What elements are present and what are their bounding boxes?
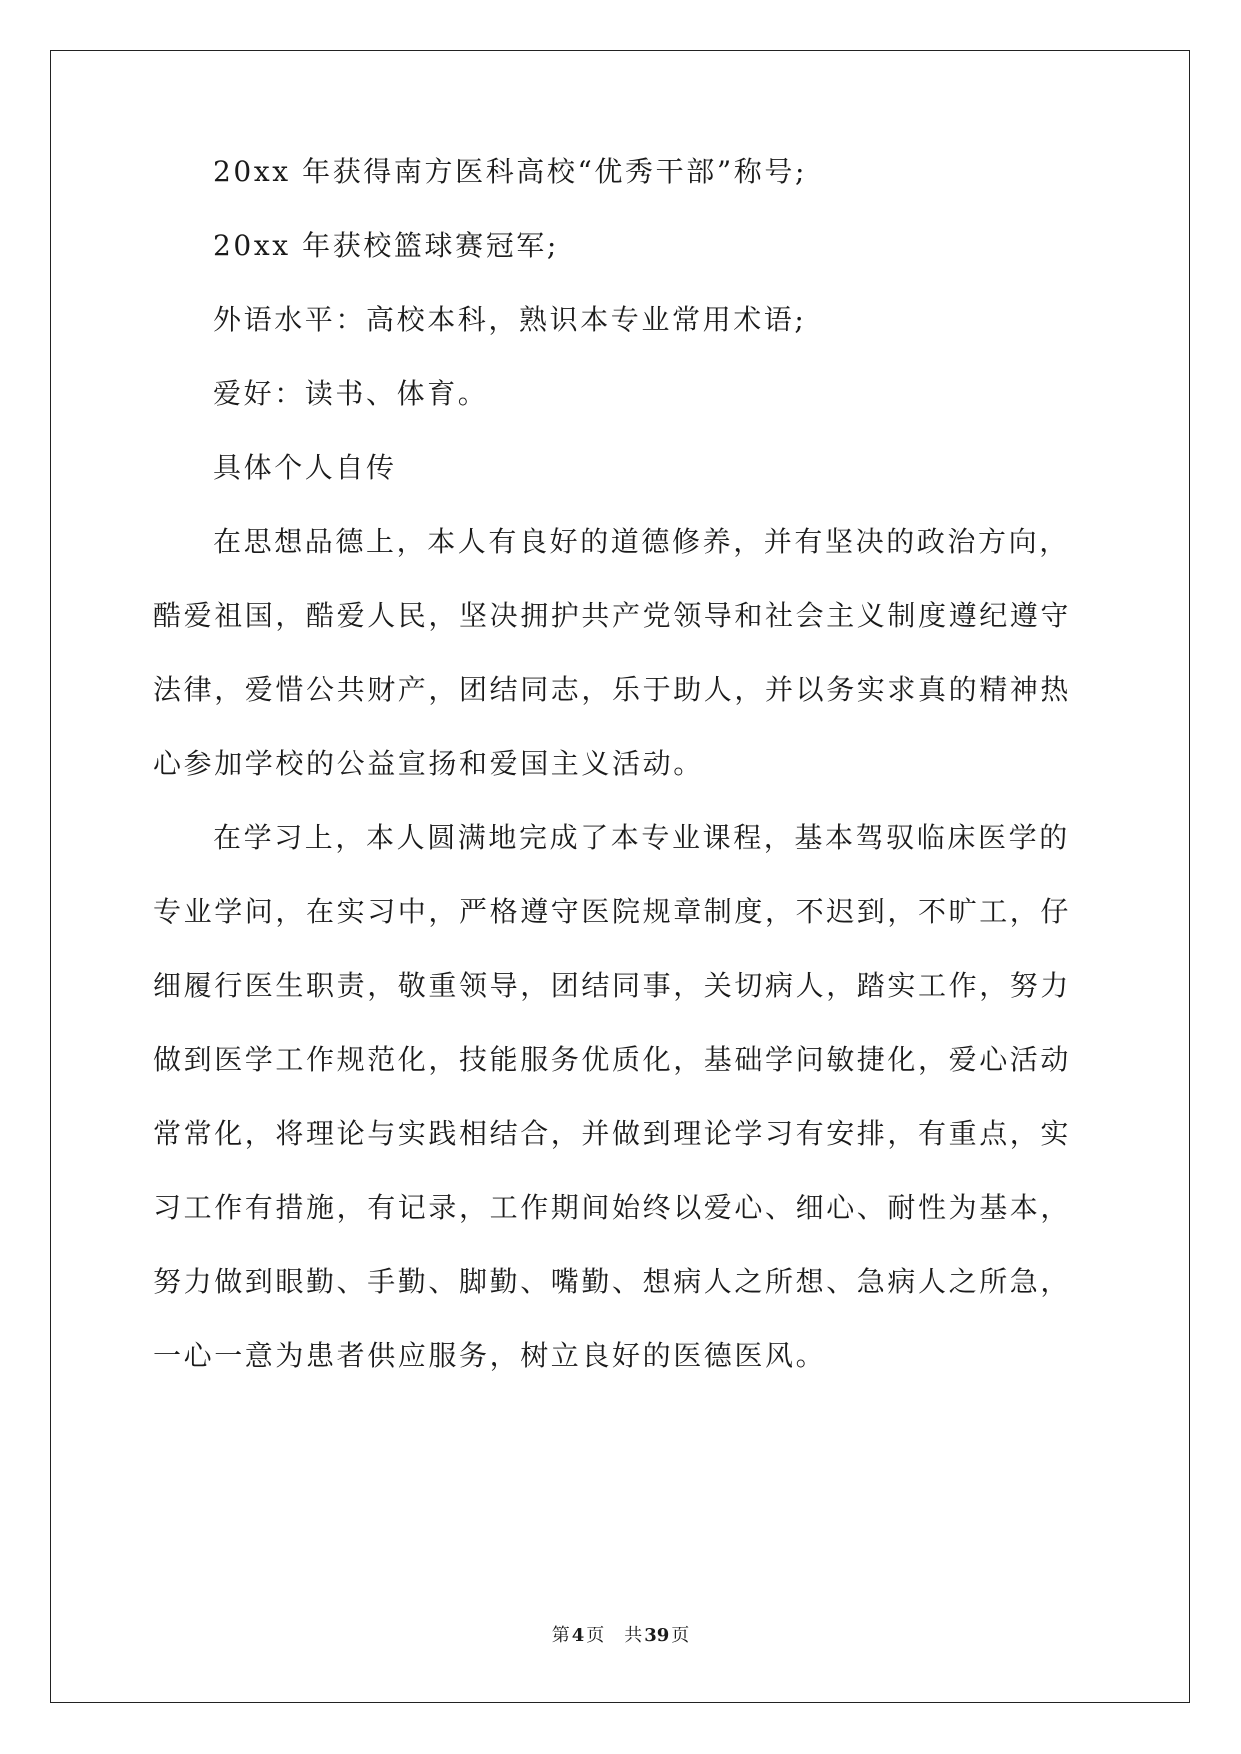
- award-line-1: 20xx 年获得南方医科高校“优秀干部”称号;: [213, 155, 807, 188]
- paragraph-line: 习工作有措施，有记录，工作期间始终以爱心、细心、耐性为基本，: [153, 1191, 1072, 1224]
- total-suffix: 页: [671, 1625, 690, 1646]
- page-suffix: 页: [586, 1625, 605, 1646]
- page-border: [50, 50, 1190, 1703]
- page-number: 4: [571, 1625, 585, 1646]
- paragraph-line: 酷爱祖国，酷爱人民，坚决拥护共产党领导和社会主义制度遵纪遵守: [153, 599, 1072, 632]
- total-prefix: 共: [624, 1625, 643, 1646]
- award-line-2: 20xx 年获校篮球赛冠军;: [213, 229, 559, 262]
- paragraph-line: 努力做到眼勤、手勤、脚勤、嘴勤、想病人之所想、急病人之所急，: [153, 1265, 1072, 1298]
- paragraph-line: 法律，爱惜公共财产，团结同志，乐于助人，并以务实求真的精神热: [153, 673, 1072, 706]
- section-heading: 具体个人自传: [213, 451, 397, 484]
- total-pages: 39: [644, 1625, 670, 1646]
- language-line: 外语水平：高校本科，熟识本专业常用术语;: [213, 303, 807, 336]
- paragraph-line: 在思想品德上，本人有良好的道德修养，并有坚决的政治方向，: [213, 525, 1070, 558]
- paragraph-line: 专业学问，在实习中，严格遵守医院规章制度，不迟到，不旷工，仔: [153, 895, 1072, 928]
- paragraph-line: 常常化，将理论与实践相结合，并做到理论学习有安排，有重点，实: [153, 1117, 1072, 1150]
- paragraph-line: 做到医学工作规范化，技能服务优质化，基础学问敏捷化，爱心活动: [153, 1043, 1072, 1076]
- page-prefix: 第: [551, 1625, 570, 1646]
- paragraph-line: 在学习上，本人圆满地完成了本专业课程，基本驾驭临床医学的: [213, 821, 1070, 854]
- page-footer: [0, 1624, 1241, 1648]
- paragraph-line: 细履行医生职责，敬重领导，团结同事，关切病人，踏实工作，努力: [153, 969, 1072, 1002]
- paragraph-line: 心参加学校的公益宣扬和爱国主义活动。: [153, 747, 704, 780]
- paragraph-line: 一心一意为患者供应服务，树立良好的医德医风。: [153, 1339, 827, 1372]
- hobby-line: 爱好：读书、体育。: [213, 377, 489, 410]
